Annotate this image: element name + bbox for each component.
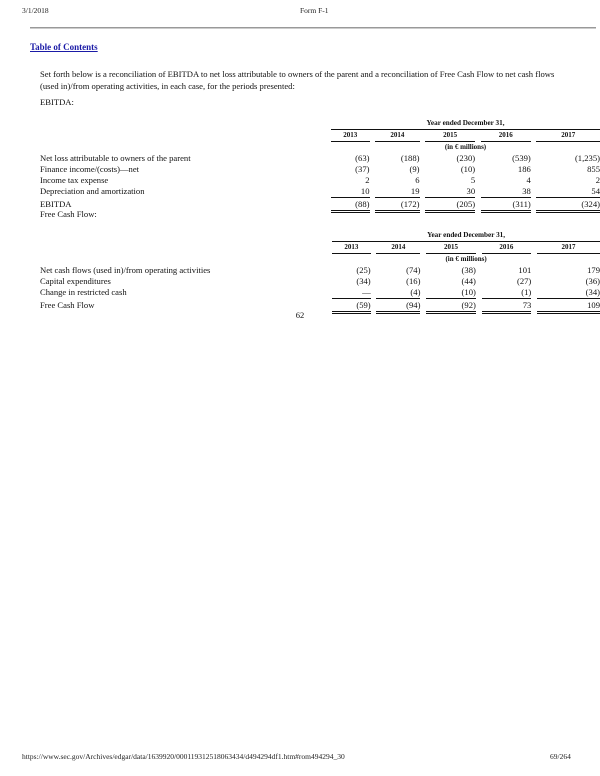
table-row-total <box>40 198 600 212</box>
cell-value: (34) <box>356 276 371 286</box>
row-label: EBITDA <box>40 199 72 209</box>
year-header: 2013 <box>332 242 370 254</box>
year-header: 2014 <box>375 130 419 142</box>
footer-url: https://www.sec.gov/Archives/edgar/data/1639920/000119312518063434/d494294df1.htm#rom494294_30 <box>22 752 345 761</box>
row-label: Net loss attributable to owners of the parent <box>40 153 191 163</box>
cell-value: (230) <box>456 153 476 163</box>
cell-value: (172) <box>375 198 419 212</box>
cell-value: (63) <box>355 153 370 163</box>
cell-value: (44) <box>461 276 476 286</box>
row-label: Capital expenditures <box>40 276 111 286</box>
intro-paragraph: Set forth below is a reconciliation of EBITDA to net loss attributable to owners of the parent and a reconciliation of Free Cash Flow to net cash flows (used in)/from operating activities, in each case, for the periods presented: <box>40 69 555 91</box>
table-row <box>40 287 600 299</box>
cell-value: (74) <box>406 265 421 275</box>
cell-value: (94) <box>376 299 420 313</box>
page-number: 62 <box>295 310 305 320</box>
cell-value: 179 <box>587 265 600 275</box>
year-header: 2017 <box>536 130 600 142</box>
cell-value: (92) <box>426 299 476 313</box>
period-header: Year ended December 31, <box>332 230 600 242</box>
cell-value: (16) <box>406 276 421 286</box>
cell-value: (10) <box>426 287 476 299</box>
year-header: 2016 <box>481 130 531 142</box>
cell-value: 109 <box>537 299 600 313</box>
table-row <box>40 186 600 198</box>
cell-value: 855 <box>587 164 600 174</box>
row-label: Finance income/(costs)—net <box>40 164 140 174</box>
year-header: 2016 <box>482 242 532 254</box>
cell-value: (88) <box>331 198 369 212</box>
year-header: 2013 <box>331 130 369 142</box>
cell-value: (37) <box>355 164 370 174</box>
cell-value: (539) <box>512 153 531 163</box>
cell-value: 10 <box>331 186 369 198</box>
cell-value: 30 <box>425 186 475 198</box>
cell-value: (10) <box>460 164 476 174</box>
footer-page-count: 69/264 <box>550 752 571 761</box>
cell-value: 2 <box>365 175 370 185</box>
row-label: Net cash flows (used in)/from operating activities <box>40 265 211 275</box>
cell-value: (9) <box>409 164 420 174</box>
table-row <box>40 276 600 287</box>
row-label: Change in restricted cash <box>40 287 127 298</box>
table-row <box>40 175 600 186</box>
cell-value: 6 <box>415 175 420 185</box>
cell-value: (38) <box>461 265 476 275</box>
cell-value: 186 <box>517 164 531 174</box>
unit-label: (in € millions) <box>445 255 487 263</box>
cell-value: (205) <box>425 198 475 212</box>
ebitda-section-label: EBITDA: <box>40 97 74 107</box>
cell-value: (36) <box>585 276 600 286</box>
header-title: Form F-1 <box>300 6 329 15</box>
row-label: Free Cash Flow <box>40 300 95 310</box>
row-label: Depreciation and amortization <box>40 186 145 197</box>
fcf-table <box>40 230 600 314</box>
cell-value: (4) <box>376 287 420 299</box>
cell-value: (311) <box>481 198 531 212</box>
cell-value: (188) <box>400 153 420 163</box>
row-label: Income tax expense <box>40 175 109 185</box>
cell-value: (25) <box>356 265 371 275</box>
fcf-section-label: Free Cash Flow: <box>40 209 97 219</box>
year-header: 2014 <box>376 242 420 254</box>
year-header: 2015 <box>425 130 475 142</box>
table-of-contents-link[interactable]: Table of Contents <box>30 42 98 52</box>
period-header: Year ended December 31, <box>331 118 600 130</box>
cell-value: 5 <box>470 175 476 185</box>
cell-value: 19 <box>375 186 419 198</box>
cell-value: (1,235) <box>574 153 600 163</box>
cell-value: 73 <box>482 299 532 313</box>
cell-value: (324) <box>536 198 600 212</box>
cell-value: 4 <box>526 175 531 185</box>
cell-value: — <box>332 287 370 299</box>
year-header: 2015 <box>426 242 476 254</box>
cell-value: (34) <box>537 287 600 299</box>
header-divider <box>30 27 596 29</box>
table-row <box>40 153 600 164</box>
cell-value: 2 <box>595 175 600 185</box>
ebitda-table <box>40 118 600 213</box>
table-row <box>40 164 600 175</box>
table-row <box>40 265 600 276</box>
cell-value: (1) <box>482 287 532 299</box>
cell-value: 38 <box>481 186 531 198</box>
cell-value: 54 <box>536 186 600 198</box>
header-date: 3/1/2018 <box>22 6 49 15</box>
cell-value: (27) <box>516 276 532 286</box>
cell-value: 101 <box>518 265 532 275</box>
unit-label: (in € millions) <box>444 143 487 151</box>
year-header: 2017 <box>537 242 600 254</box>
cell-value: (59) <box>332 299 370 313</box>
